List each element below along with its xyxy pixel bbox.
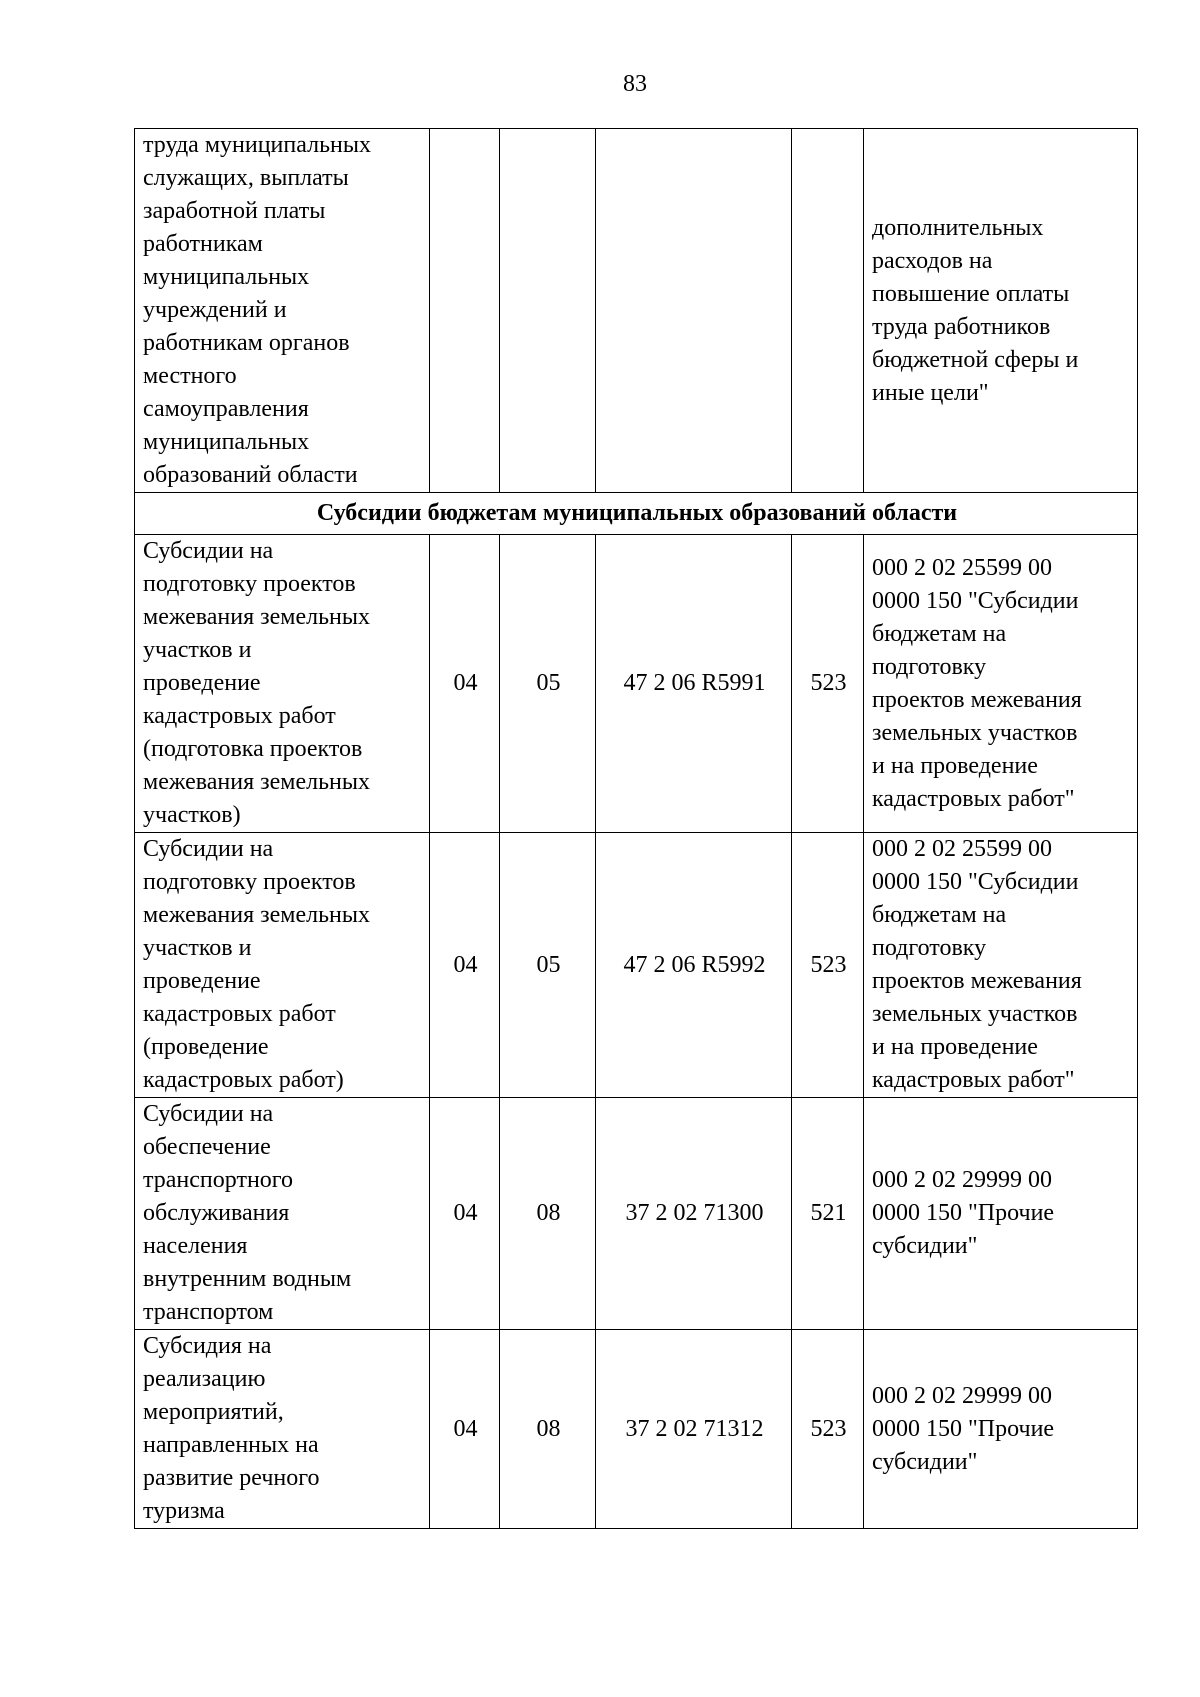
table-cell-section: 04 — [430, 1330, 500, 1529]
table-row-continuation — [135, 129, 1138, 493]
table-row — [135, 1330, 1138, 1529]
section-title: Субсидии бюджетам муниципальных образований области — [135, 493, 1138, 535]
table-cell-target-article: 47 2 06 R5992 — [596, 833, 792, 1098]
table-cell-revenue-code: дополнительных расходов на повышение оплаты труда работников бюджетной сферы и иные цели" — [864, 129, 1138, 493]
table-cell-description: Субсидии на подготовку проектов межевания земельных участков и проведение кадастровых работ (проведение кадастровых работ) — [135, 833, 430, 1098]
table-cell-description: труда муниципальных служащих, выплаты заработной платы работникам муниципальных учреждений и работникам органов местного самоуправления муниципальных образований области — [135, 129, 430, 493]
section-header-row — [135, 493, 1138, 535]
table-cell-target-article: 37 2 02 71312 — [596, 1330, 792, 1529]
table-cell-revenue-code: 000 2 02 29999 00 0000 150 "Прочие субсидии" — [864, 1098, 1138, 1330]
table-cell-expense-type — [792, 129, 864, 493]
table-row — [135, 833, 1138, 1098]
table-cell-description: Субсидия на реализацию мероприятий, направленных на развитие речного туризма — [135, 1330, 430, 1529]
table-cell-expense-type: 523 — [792, 535, 864, 833]
table-row — [135, 535, 1138, 833]
table-row — [135, 1098, 1138, 1330]
table-cell-expense-type: 523 — [792, 833, 864, 1098]
table-cell-revenue-code: 000 2 02 25599 00 0000 150 "Субсидии бюджетам на подготовку проектов межевания земельных участков и на проведение кадастровых работ" — [864, 833, 1138, 1098]
table-cell-description: Субсидии на подготовку проектов межевания земельных участков и проведение кадастровых работ (подготовка проектов межевания земельных участков) — [135, 535, 430, 833]
table-cell-section — [430, 129, 500, 493]
table-cell-target-article — [596, 129, 792, 493]
table-cell-subsection: 05 — [500, 833, 596, 1098]
table-cell-subsection: 05 — [500, 535, 596, 833]
table-cell-subsection — [500, 129, 596, 493]
table-cell-expense-type: 523 — [792, 1330, 864, 1529]
table-cell-revenue-code: 000 2 02 25599 00 0000 150 "Субсидии бюджетам на подготовку проектов межевания земельных участков и на проведение кадастровых работ" — [864, 535, 1138, 833]
page-number: 83 — [623, 71, 647, 97]
table-cell-target-article: 47 2 06 R5991 — [596, 535, 792, 833]
table-cell-subsection: 08 — [500, 1098, 596, 1330]
table-cell-revenue-code: 000 2 02 29999 00 0000 150 "Прочие субсидии" — [864, 1330, 1138, 1529]
table-cell-section: 04 — [430, 535, 500, 833]
table-cell-section: 04 — [430, 833, 500, 1098]
subsidies-table — [134, 128, 1138, 1529]
table-cell-description: Субсидии на обеспечение транспортного обслуживания населения внутренним водным транспортом — [135, 1098, 430, 1330]
table-cell-subsection: 08 — [500, 1330, 596, 1529]
table-cell-target-article: 37 2 02 71300 — [596, 1098, 792, 1330]
table-cell-section: 04 — [430, 1098, 500, 1330]
table-cell-expense-type: 521 — [792, 1098, 864, 1330]
